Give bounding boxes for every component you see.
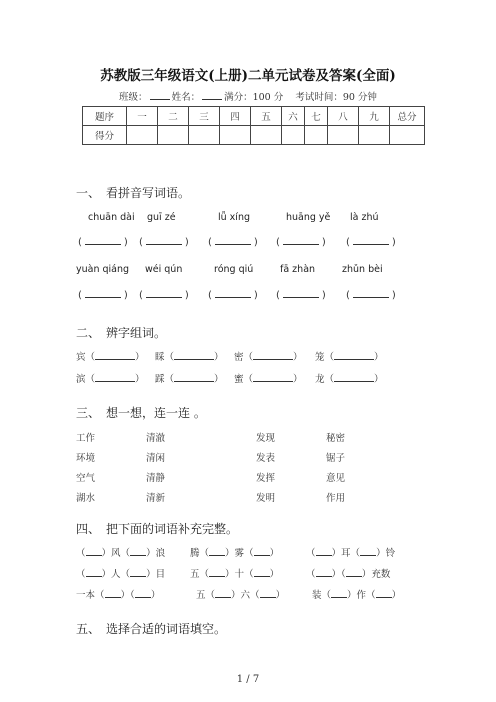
match-word[interactable]: 湖水 [76, 493, 96, 504]
page-number: 1 / 7 [236, 674, 260, 685]
pinyin-item: fā zhàn [280, 264, 316, 275]
score-table [82, 106, 425, 145]
idiom-fill-item[interactable]: （ ）风（ ）浪 [76, 548, 166, 559]
idiom-fill-item[interactable]: 腾（ ）雾（ ） [190, 548, 280, 559]
section-title: 辨字组词。 [106, 326, 167, 340]
table-header-cell: 四 [220, 107, 251, 126]
match-word[interactable]: 清新 [146, 493, 166, 504]
section-title: 看拼音写词语。 [106, 186, 191, 200]
section-5-heading [76, 620, 226, 637]
char-blank-item[interactable]: 睬（ ） [155, 352, 224, 363]
pinyin-item: huāng yě [286, 212, 331, 223]
score-cell[interactable] [127, 126, 158, 145]
section-number: 一、 [76, 186, 101, 200]
name-label: 姓名： [171, 92, 201, 103]
answer-blank[interactable]: ( ) [346, 290, 396, 301]
exam-info [0, 89, 496, 103]
match-word[interactable]: 环境 [76, 453, 96, 464]
score-cell[interactable] [305, 126, 328, 145]
idiom-fill-item[interactable]: 一本（ ）（ ） [76, 590, 161, 601]
score-cell[interactable] [158, 126, 189, 145]
idiom-fill-item[interactable]: （ ）人（ ）目 [76, 569, 166, 580]
match-word[interactable]: 意见 [326, 473, 346, 484]
table-header-cell: 九 [359, 107, 390, 126]
name-blank [202, 90, 222, 100]
section-number: 三、 [76, 406, 101, 420]
table-header-cell: 三 [189, 107, 220, 126]
answer-blank[interactable]: ( ) [78, 237, 128, 248]
answer-blank[interactable]: ( ) [208, 290, 258, 301]
match-word[interactable]: 发挥 [256, 473, 276, 484]
score-cell[interactable] [282, 126, 305, 145]
class-label: 班级： [119, 92, 148, 103]
section-number: 五、 [76, 622, 101, 636]
score-cell[interactable] [189, 126, 220, 145]
pinyin-item: là zhú [350, 212, 379, 223]
idiom-fill-item[interactable]: （ ）（ ）充数 [306, 569, 391, 580]
score-cell[interactable] [220, 126, 251, 145]
match-word[interactable]: 清闲 [146, 453, 166, 464]
answer-blank[interactable]: ( ) [208, 237, 258, 248]
section-1-heading [76, 184, 190, 201]
answer-blank[interactable]: ( ) [139, 290, 189, 301]
char-blank-item[interactable]: 踩（ ） [155, 374, 224, 385]
score-cell[interactable] [328, 126, 359, 145]
idiom-fill-item[interactable]: （ ）耳（ ）铃 [306, 548, 396, 559]
answer-blank[interactable]: ( ) [276, 290, 326, 301]
char-blank-item[interactable]: 宾（ ） [76, 352, 145, 363]
section-title: 把下面的词语补充完整。 [106, 522, 239, 536]
table-header-cell: 总分 [390, 107, 425, 126]
table-header-cell: 五 [251, 107, 282, 126]
answer-blank[interactable]: ( ) [346, 237, 396, 248]
score-cell[interactable] [359, 126, 390, 145]
table-header-cell: 题序 [83, 107, 127, 126]
section-title: 想一想，连一连 。 [106, 406, 206, 420]
table-header-cell: 七 [305, 107, 328, 126]
score-cell[interactable] [251, 126, 282, 145]
char-blank-item[interactable]: 蜜（ ） [234, 374, 303, 385]
answer-blank[interactable]: ( ) [139, 237, 189, 248]
pinyin-item: chuān dài [88, 212, 135, 223]
match-word[interactable]: 秘密 [326, 433, 346, 444]
char-blank-item[interactable]: 密（ ） [234, 352, 303, 363]
table-header-cell: 一 [127, 107, 158, 126]
section-3-heading [76, 404, 206, 421]
match-word[interactable]: 锯子 [326, 453, 346, 464]
page-title: 苏教版三年级语文(上册)二单元试卷及答案(全面) [100, 68, 396, 84]
pinyin-item: zhǔn bèi [342, 264, 383, 275]
table-row-label: 得分 [83, 126, 127, 145]
class-blank [150, 90, 170, 100]
idiom-fill-item[interactable]: 五（ ）六（ ） [196, 590, 286, 601]
section-2-heading [76, 324, 166, 341]
section-4-heading [76, 520, 238, 537]
score-table-header-row [83, 107, 425, 126]
answer-blank[interactable]: ( ) [78, 290, 128, 301]
match-word[interactable]: 发现 [256, 433, 276, 444]
match-word[interactable]: 发表 [256, 453, 276, 464]
match-word[interactable]: 清澈 [146, 433, 166, 444]
char-blank-item[interactable]: 滨（ ） [76, 374, 145, 385]
char-blank-item[interactable]: 龙（ ） [315, 374, 384, 385]
match-word[interactable]: 作用 [326, 493, 346, 504]
section-number: 二、 [76, 326, 101, 340]
idiom-fill-item[interactable]: 装（ ）作（ ） [312, 590, 402, 601]
pinyin-item: guī zé [147, 212, 176, 223]
pinyin-item: lǚ xíng [218, 212, 250, 223]
score-cell[interactable] [390, 126, 425, 145]
table-header-cell: 二 [158, 107, 189, 126]
table-header-cell: 八 [328, 107, 359, 126]
time-label: 考试时间：90 分钟 [295, 92, 377, 103]
pinyin-item: wéi qún [145, 264, 183, 275]
pinyin-item: róng qiú [214, 264, 254, 275]
score-table-row [83, 126, 425, 145]
match-word[interactable]: 发明 [256, 493, 276, 504]
section-number: 四、 [76, 522, 101, 536]
table-header-cell: 六 [282, 107, 305, 126]
pinyin-item: yuàn qiáng [76, 264, 130, 275]
score-label: 满分：100 分 [224, 92, 284, 103]
match-word[interactable]: 空气 [76, 473, 96, 484]
match-word[interactable]: 清静 [146, 473, 166, 484]
answer-blank[interactable]: ( ) [276, 237, 326, 248]
char-blank-item[interactable]: 笼（ ） [315, 352, 384, 363]
section-title: 选择合适的词语填空。 [106, 622, 227, 636]
match-word[interactable]: 工作 [76, 433, 96, 444]
idiom-fill-item[interactable]: 五（ ）十（ ） [190, 569, 280, 580]
